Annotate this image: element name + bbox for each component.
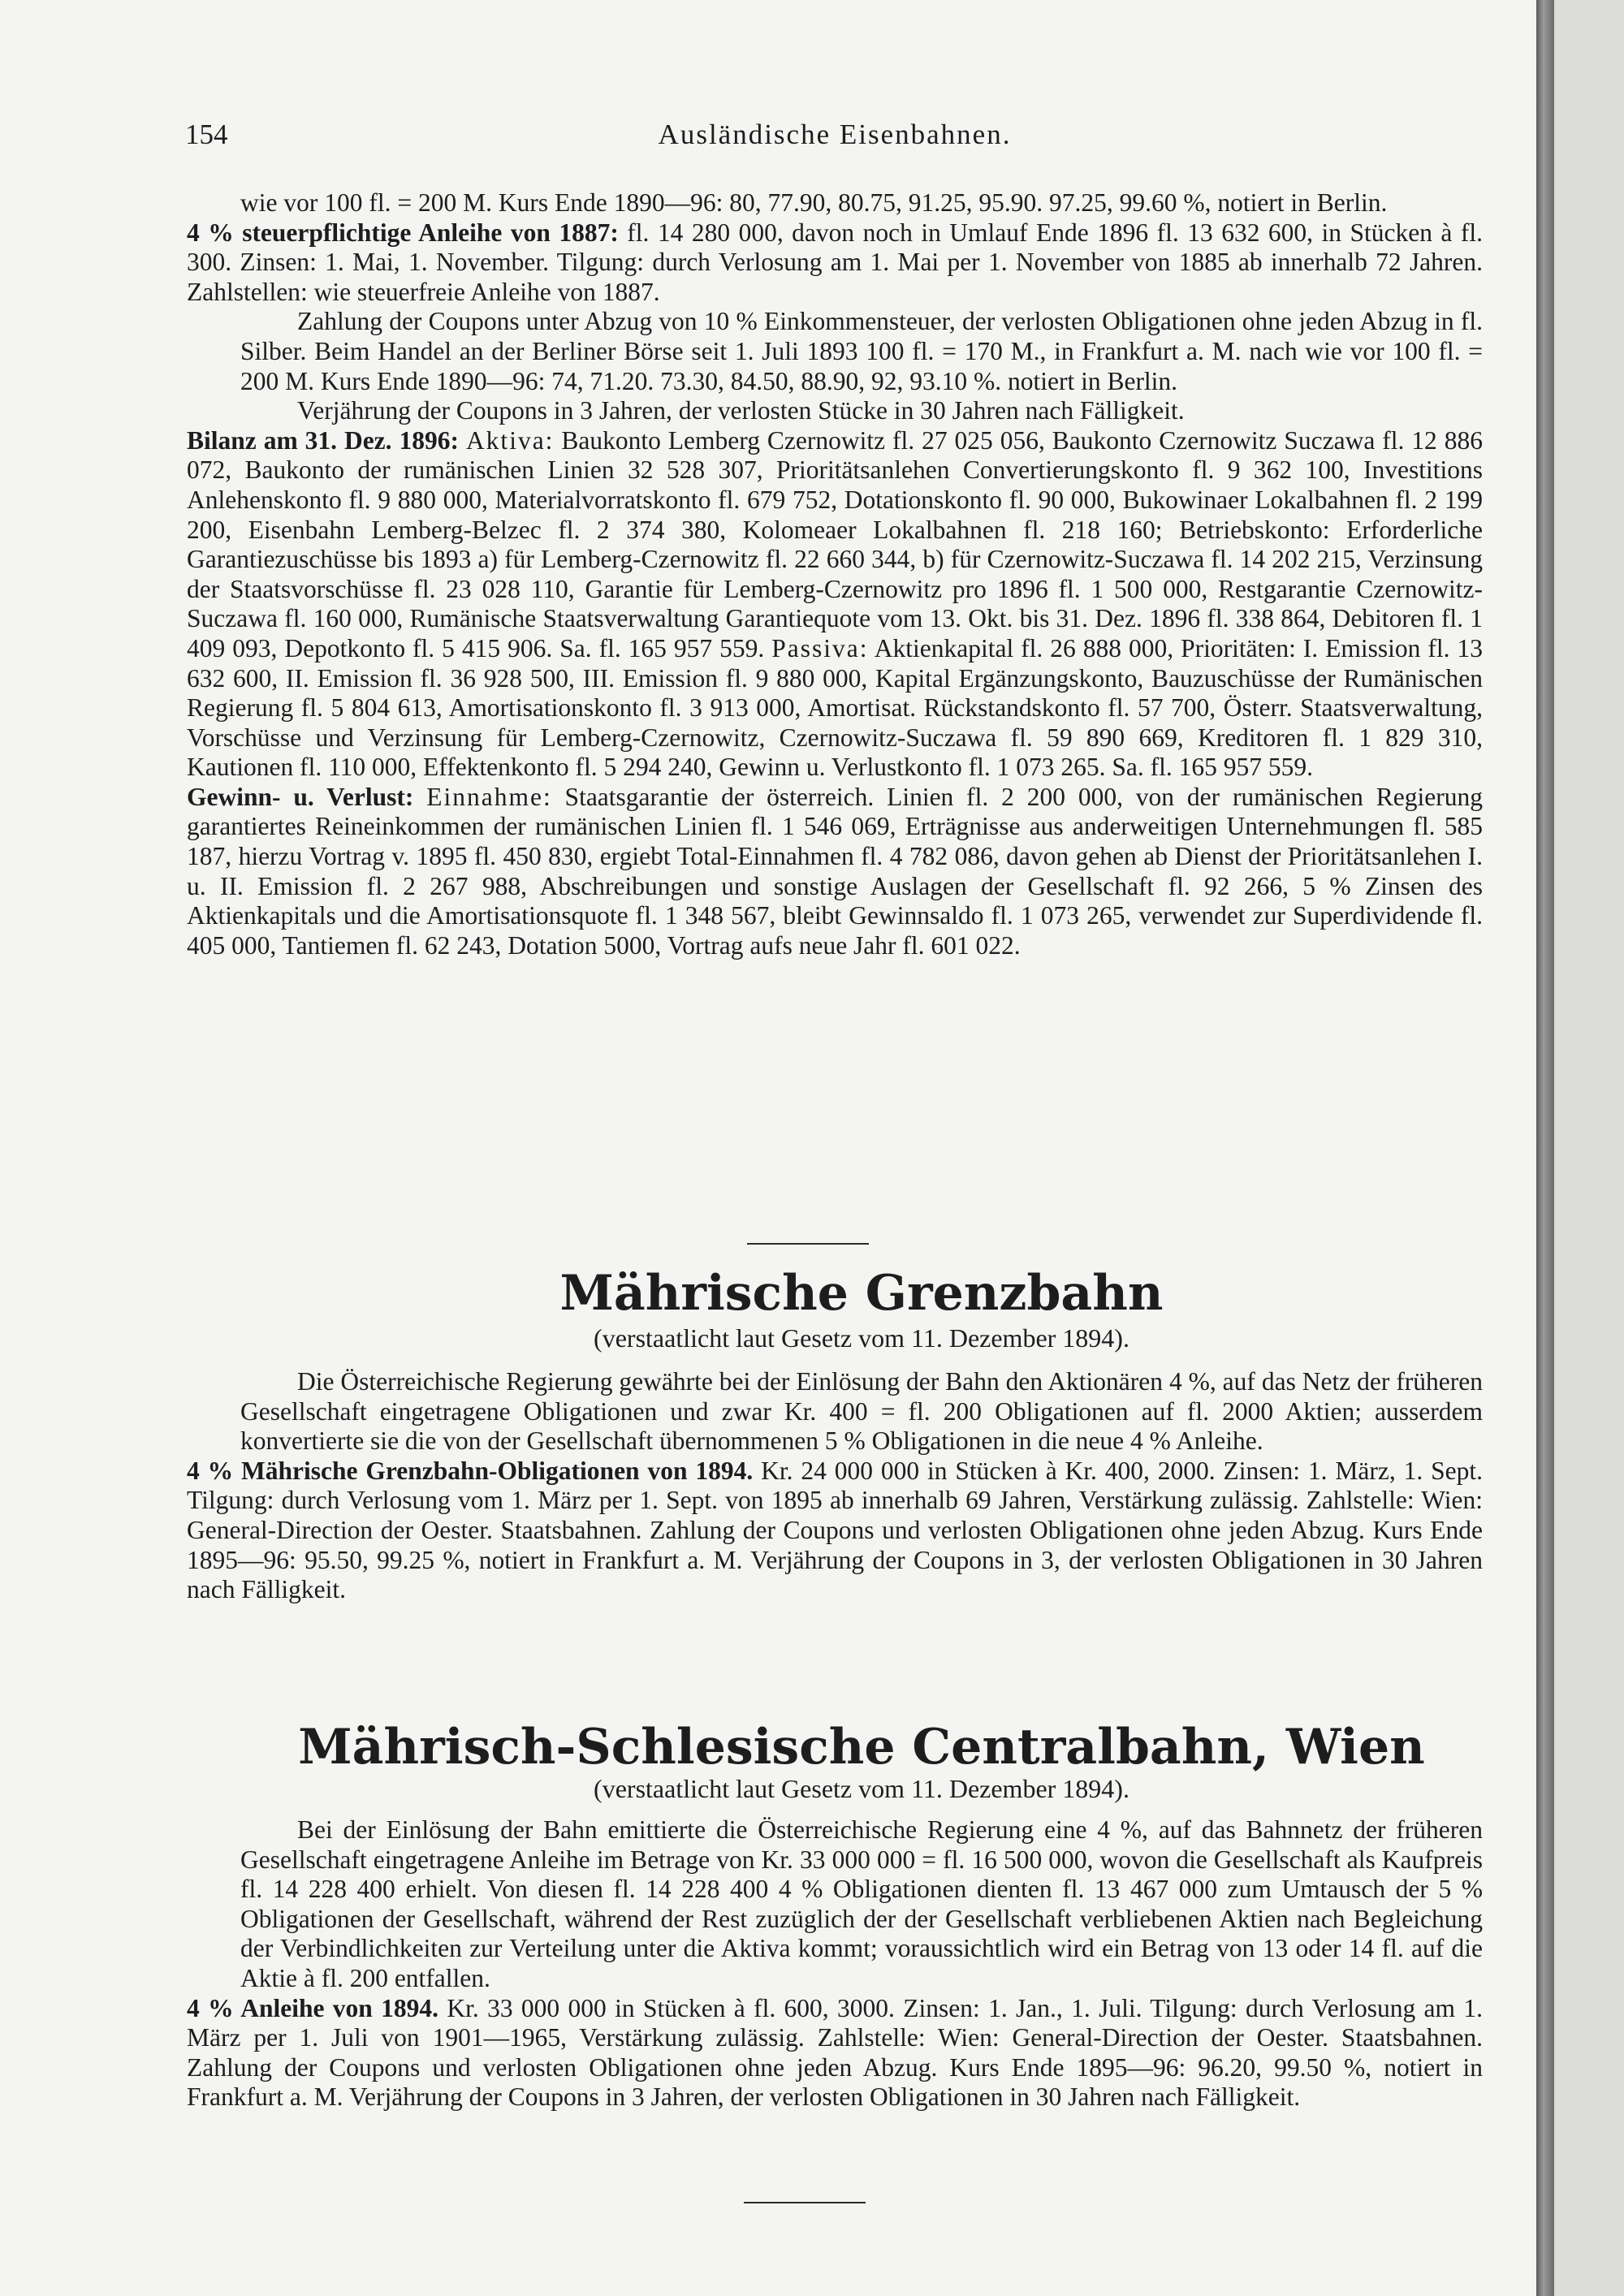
binding-edge [1536, 0, 1554, 2296]
zahlung-paragraph: Zahlung der Coupons unter Abzug von 10 % Einkommensteuer, der verlosten Obligationen ohne jeden Abzug in fl. Silber. Beim Handel an der Berliner Börse seit 1. Juli 1893 100 fl. = 170 M., in Frankfurt a. M. nach wie vor 100 fl. = 200 M. Kurs Ende 1890—96: 74, 71.20. 73.30, 84.50, 88.90, 92, 93.10 %. notiert in Berlin. [240, 307, 1483, 395]
kurs-paragraph: wie vor 100 fl. = 200 M. Kurs Ende 1890—96: 80, 77.90, 80.75, 91.25, 95.90. 97.25, 99.60 %, notiert in Berlin. [240, 188, 1388, 217]
verjaehrung-paragraph: Verjährung der Coupons in 3 Jahren, der verlosten Stücke in 30 Jahren nach Fälligkeit. [297, 396, 1185, 425]
section-body-centralbahn [187, 1815, 1483, 2113]
einnahme-label: Einnahme: [426, 782, 552, 811]
grenzbahn-obligationen-heading: 4 % Mährische Grenzbahn-Obligationen von 1894. [187, 1456, 754, 1485]
passiva-label: Passiva: [771, 633, 869, 662]
passiva-text: Aktienkapital fl. 26 888 000, Prioritäten: I. Emission fl. 13 632 600, II. Emission fl. 36 928 500, III. Emission fl. 9 880 000, Kapital Ergänzungskonto, Bauzuschüsse der Rumänischen Regierung fl. 5 804 613, Amortisationskonto fl. 3 913 000, Amortisat. Rückstandskonto fl. 57 700, Österr. Staatsverwaltung, Vorschüsse und Verzinsung für Lemberg-Czernowitz, Czernowitz-Suczawa fl. 59 890 669, Kreditoren fl. 1 829 310, Kautionen fl. 110 000, Effektenkonto fl. 5 294 240, Gewinn u. Verlustkonto fl. 1 073 265. Sa. fl. 165 957 559. [187, 633, 1483, 782]
bilanz-paragraph [187, 426, 1483, 783]
centralbahn-intro: Bei der Einlösung der Bahn emittierte die Österreichische Regierung eine 4 %, auf das Bahnnetz der früheren Gesellschaft eingetragene Anleihe im Betrage von Kr. 33 000 000 = fl. 16 500 000, wovon die Gesellschaft als Kaufpreis fl. 14 228 400 erhielt. Von diesen fl. 14 228 400 4 % Obligationen dienten fl. 13 467 000 zum Umtausch der 5 % Obligationen der Gesellschaft, während der Rest zuzüglich der der Gesellschaft verbliebenen Aktien nach Begleichung der Verbindlichkeiten zur Verteilung unter die Aktiva kommt; voraussichtlich wird ein Betrag von 13 oder 14 fl. auf die Aktie à fl. 200 entfallen. [240, 1815, 1483, 1992]
gewinn-verlust-paragraph [187, 783, 1483, 961]
aktiva-text: Baukonto Lemberg Czernowitz fl. 27 025 056, Baukonto Czernowitz Suczawa fl. 12 886 072, Baukonto der rumänischen Linien 32 528 307, Prioritätsanlehen Convertierungskonto fl. 9 362 100, Investitions Anlehenskonto fl. 9 880 000, Materialvorratskonto fl. 679 752, Dotationskonto fl. 90 000, Bukowinaer Lokalbahnen fl. 2 199 200, Eisenbahn Lemberg-Belzec fl. 2 374 380, Kolomeaer Lokalbahnen fl. 218 160; Betriebskonto: Erforderliche Garantiezuschüsse bis 1893 a) für Lemberg-Czernowitz fl. 22 660 344, b) für Czernowitz-Suczawa fl. 14 202 215, Verzinsung der Staatsvorschüsse fl. 23 028 110, Garantie für Lemberg-Czernowitz pro 1896 fl. 1 500 000, Restgarantie Czernowitz-Suczawa fl. 160 000, Rumänische Staatsverwaltung Garantiequote vom 13. Okt. bis 31. Dez. 1896 fl. 338 864, Debitoren fl. 1 409 093, Depotkonto fl. 5 415 906. Sa. fl. 165 957 559. [187, 425, 1483, 662]
page-number: 154 [185, 119, 228, 150]
section-divider [747, 1243, 869, 1245]
aktiva-label: Aktiva: [465, 425, 555, 455]
section-body-grenzbahn [187, 1367, 1483, 1605]
running-title: Ausländische Eisenbahnen. [658, 119, 1012, 150]
section-subtitle-centralbahn: (verstaatlicht laut Gesetz vom 11. Dezember 1894). [594, 1774, 1129, 1803]
anleihe-1887-heading: 4 % steuerpflichtige Anleihe von 1887: [187, 218, 619, 247]
grenzbahn-intro: Die Österreichische Regierung gewährte bei der Einlösung der Bahn den Aktionären 4 %, auf das Netz der früheren Gesellschaft eingetragene Obligationen und zwar Kr. 400 = fl. 200 Obligationen auf fl. 2000 Aktien; ausserdem konvertierte sie die von der Gesellschaft übernommenen 5 % Obligationen in die neue 4 % Anleihe. [240, 1367, 1483, 1456]
gewinn-verlust-heading: Gewinn- u. Verlust: [187, 782, 414, 811]
grenzbahn-obligationen [187, 1457, 1483, 1605]
anleihe-1887-paragraph [187, 218, 1483, 308]
bilanz-heading: Bilanz am 31. Dez. 1896: [187, 425, 459, 455]
end-divider [744, 2202, 866, 2203]
grenzbahn-obligationen-text: Kr. 24 000 000 in Stücken à Kr. 400, 2000. Zinsen: 1. März, 1. Sept. Tilgung: durch Verlosung vom 1. März per 1. Sept. von 1895 ab innerhalb 69 Jahren, Verstärkung zulässig. Zahlstelle: Wien: General-Direction der Oester. Staatsbahnen. Zahlung der Coupons und verlosten Obligationen ohne jeden Abzug. Kurs Ende 1895—96: 95.50, 99.25 %, notiert in Frankfurt a. M. Verjährung der Coupons in 3, der verlosten Obligationen in 30 Jahren nach Fälligkeit. [187, 1456, 1483, 1604]
gewinn-verlust-text: Staatsgarantie der österreich. Linien fl. 2 200 000, von der rumänischen Regierung garantiertes Reineinkommen der rumänischen Linien fl. 1 546 069, Erträgnisse aus anderweitigen Unternehmungen fl. 585 187, hierzu Vortrag v. 1895 fl. 450 830, ergiebt Total-Einnahmen fl. 4 782 086, davon gehen ab Dienst der Prioritätsanlehen I. u. II. Emission fl. 2 267 988, Abschreibungen und sonstige Auslagen der Gesellschaft fl. 92 266, 5 % Zinsen des Aktienkapitals und die Amortisationsquote fl. 1 348 567, bleibt Gewinnsaldo fl. 1 073 265, verwendet zur Superdividende fl. 405 000, Tantiemen fl. 62 243, Dotation 5000, Vortrag aufs neue Jahr fl. 601 022. [187, 782, 1483, 960]
anleihe-1887-text: fl. 14 280 000, davon noch in Umlauf Ende 1896 fl. 13 632 600, in Stücken à fl. 300. Zinsen: 1. Mai, 1. November. Tilgung: durch Verlosung am 1. Mai per 1. November von 1885 ab innerhalb 72 Jahren. Zahlstellen: wie steuerfreie Anleihe von 1887. [187, 218, 1484, 306]
centralbahn-anleihe-heading: 4 % Anleihe von 1894. [187, 1993, 439, 2022]
block-continuation [187, 188, 1484, 960]
page-margin [1554, 0, 1624, 2296]
section-title-centralbahn: Mährisch-Schlesische Centralbahn, Wien [298, 1719, 1425, 1776]
running-head [185, 119, 1484, 154]
section-title-maehrische-grenzbahn: Mährische Grenzbahn [559, 1265, 1164, 1322]
centralbahn-anleihe [187, 1994, 1483, 2113]
section-subtitle-grenzbahn: (verstaatlicht laut Gesetz vom 11. Dezember 1894). [594, 1323, 1129, 1353]
centralbahn-anleihe-text: Kr. 33 000 000 in Stücken à fl. 600, 3000. Zinsen: 1. Jan., 1. Juli. Tilgung: durch Verlosung am 1. März per 1. Juli von 1901—1965, Verstärkung zulässig. Zahlstelle: Wien: General-Direction der Oester. Staatsbahnen. Zahlung der Coupons und verlosten Obligationen ohne jeden Abzug. Kurs Ende 1895—96: 96.20, 99.50 %, notiert in Frankfurt a. M. Verjährung der Coupons in 3 Jahren, der verlosten Obligationen in 30 Jahren nach Fälligkeit. [187, 1993, 1483, 2112]
